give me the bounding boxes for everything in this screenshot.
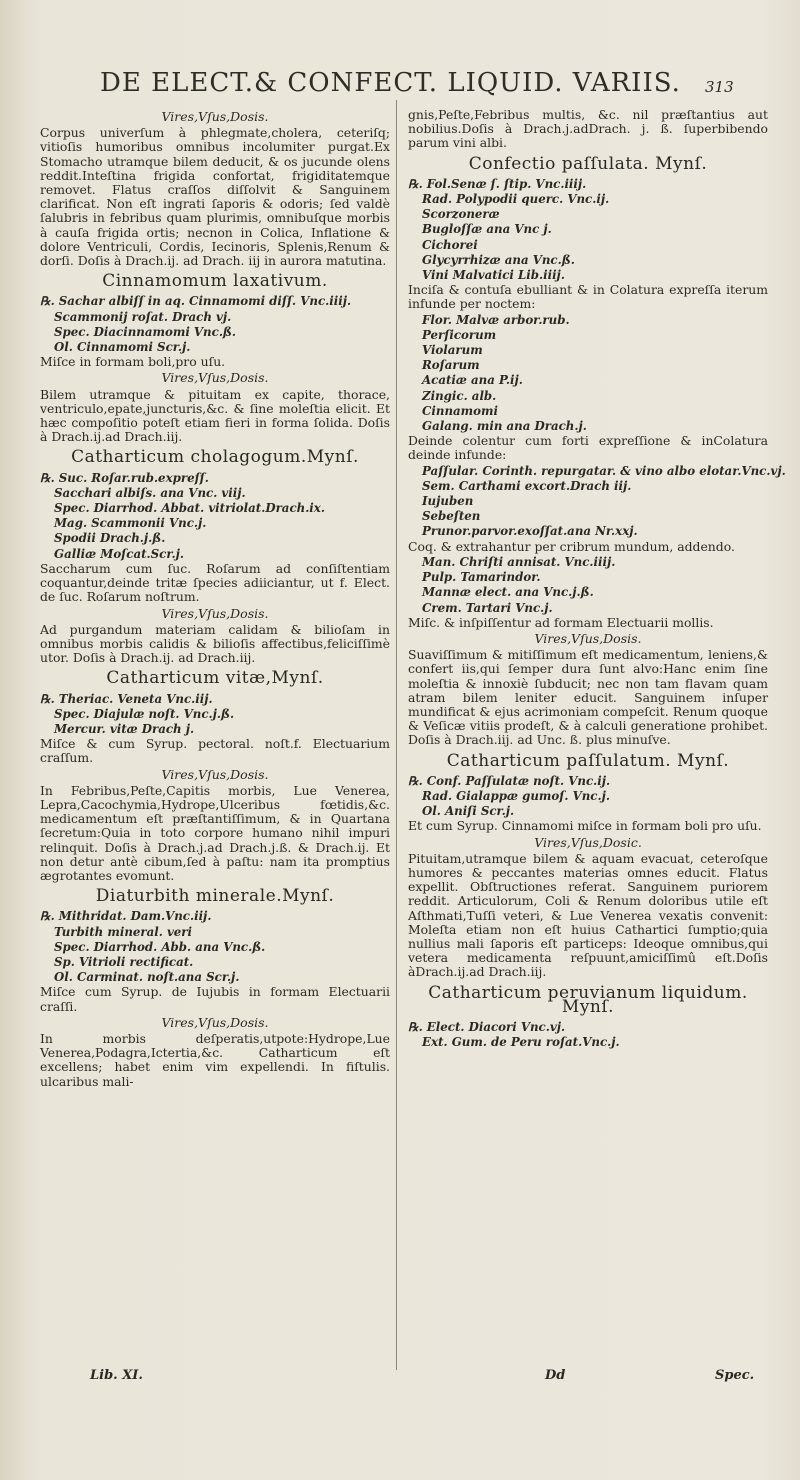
paragraph: In Febribus,Peſte,Capitis morbis, Lue Venerea, Lepra,Cacochymia,Hydrope,Ulceribus fœtidis,&c. medicamentum eſt præſtantiſſimum, & in Quartana ſecretum:Quia in toto corpore humano nihil impuri relinquit. Doſis à Drach.j.ad Drach.j.ß. & Drach.ij. Et non detur antè cibum,ſed à paſtu: nam ita promptius ægrotantes evomunt.	[40, 782, 390, 883]
ingredient-line: Iujuben	[422, 494, 474, 509]
ingredient-line: ℞. Conf. Paſſulatæ noſt. Vnc.ij.	[408, 773, 611, 788]
ingredient-line: Galliæ Moſcat.Scr.j.	[54, 546, 184, 561]
recipe-heading: Confectio paſſulata. Mynſ.	[468, 153, 708, 174]
recipe-heading: Cinnamomum laxativum.	[102, 271, 328, 292]
ingredient-line: Perſicorum	[422, 327, 497, 342]
ingredient-line: Rad. Gialappæ gumoſ. Vnc.j.	[422, 788, 610, 803]
page-number: 313	[705, 78, 734, 96]
ingredient-line: Mannæ elect. ana Vnc.j.ß.	[422, 585, 594, 600]
ingredient-line: Galang. min ana Drach.j.	[422, 419, 587, 434]
paragraph: Corpus univerſum à phlegmate,cholera, ceteriſq; vitioſis humoribus omnibus incolumiter purgat.Ex Stomacho utramque bilem deducit, & os jucunde olens reddit.Inteſtina frigida confortat, frigiditatemque removet. Flatus craſſos diſſolvit & Sanguinem clarificat. Non eſt ingrati ſaporis & odoris; ſed valdè ſalubris in febribus quam plurimis, omnibuſque morbis à cauſa frigida ortis; necnon in Colica, Inflatione & dolore Ventriculi, Cordis, Iecinoris, Splenis,Renum & dorſi. Doſis à Drach.ij. ad Drach. iij in aurora matutina.	[40, 125, 390, 269]
ingredient-line: Spodii Drach.j.ß.	[54, 531, 166, 546]
vires-subheading: Vires,Vſus,Dosic.	[534, 834, 642, 850]
ingredient-line: Sem. Carthami excort.Drach iij.	[422, 478, 632, 493]
recipe-heading: Diaturbith minerale.Mynſ.	[95, 886, 335, 907]
ingredient-line: Man. Chriſti annisat. Vnc.iiij.	[422, 554, 616, 569]
ingredient-line: Spec. Diarrhod. Abbat. vitriolat.Drach.ix.	[54, 501, 325, 516]
ingredient-line: Ol. Aniſi Scr.j.	[422, 804, 515, 819]
ingredient-line: Spec. Diajulæ noſt. Vnc.j.ß.	[54, 706, 235, 721]
ingredient-line: Ol. Carminat. noſt.ana Scr.j.	[54, 970, 240, 985]
paragraph: Coq. & extrahantur per cribrum mundum, addendo.	[408, 538, 735, 554]
paragraph: gnis,Peſte,Febribus multis, &c. nil præſtantius aut nobilius.Doſis à Drach.j.adDrach. j. ß. ſuperbibendo parum vini albi.	[408, 107, 768, 151]
ingredient-line: Mercur. vitæ Drach j.	[54, 721, 195, 736]
recipe-heading: Catharticum vitæ,Mynſ.	[106, 668, 324, 689]
ingredient-line: Flor. Malvæ arbor.rub.	[422, 312, 570, 327]
recipe-heading: Catharticum peruvianum liquidum. Mynſ.	[428, 982, 748, 1017]
paragraph: Bilem utramque & pituitam ex capite, thorace, ventriculo,epate,juncturis,&c. & ſine moleſtia elicit. Et hæc compoſitio poteſt etiam fieri in forma ſolida. Doſis à Drach.ij.ad Drach.iij.	[40, 386, 390, 445]
right-column	[408, 107, 786, 1050]
paragraph: Ad purgandum materiam calidam & bilioſam in omnibus morbis calidis & bilioſis affectibus,feliciſſimè utor. Doſis à Drach.ij. ad Drach.iij.	[40, 621, 390, 666]
paragraph: Miſce cum Syrup. de Iujubis in formam Electuarii craſſi.	[40, 984, 390, 1014]
ingredient-line: ℞. Suc. Roſar.rub.expreſſ.	[40, 470, 209, 485]
recipe-heading: Catharticum cholagogum.Mynſ.	[71, 447, 359, 468]
ingredient-line: Sp. Vitrioli rectificat.	[54, 954, 194, 969]
ingredient-line: ℞. Mithridat. Dam.Vnc.iij.	[40, 909, 212, 924]
ingredient-line: Prunor.parvor.exoſſat.ana Nr.xxj.	[422, 524, 638, 539]
ingredient-line: ℞. Elect. Diacori Vnc.vj.	[408, 1019, 566, 1034]
book-marker: Lib. XI.	[90, 1368, 143, 1383]
vires-subheading: Vires,Vſus,Dosis.	[161, 605, 269, 621]
ingredient-line: Sebeſten	[422, 509, 481, 524]
ingredient-line: Spec. Diacinnamomi Vnc.ß.	[54, 324, 236, 339]
ingredient-line: Bugloſſæ ana Vnc j.	[422, 222, 552, 237]
paragraph: Miſce in formam boli,pro uſu.	[40, 354, 226, 370]
ingredient-line: Cichorei	[422, 237, 478, 252]
ingredient-line: Roſarum	[422, 358, 480, 373]
paragraph: Miſce & cum Syrup. pectoral. noſt.f. Electuarium craſſum.	[40, 736, 390, 766]
vires-subheading: Vires,Vſus,Dosis.	[161, 109, 269, 124]
ingredient-line: Paſſular. Corinth. repurgatar. & vino albo elotar.Vnc.vj.	[422, 463, 786, 478]
column-divider	[396, 100, 397, 1370]
vires-subheading: Vires,Vſus,Dosis.	[534, 630, 642, 646]
left-column	[40, 108, 390, 1089]
ingredient-line: Crem. Tartari Vnc.j.	[422, 600, 553, 615]
signature-mark: Dd	[545, 1368, 566, 1383]
page-header	[0, 68, 800, 108]
ingredient-line: Ext. Gum. de Peru roſat.Vnc.j.	[422, 1035, 620, 1050]
paragraph: Saccharum cum ſuc. Roſarum ad conſiſtentiam coquantur,deinde tritæ ſpecies adiiciantur, ut f. Elect. de ſuc. Roſarum noſtrum.	[40, 560, 390, 605]
ingredient-line: Scammonij roſat. Drach vj.	[54, 309, 232, 324]
ingredient-line: Acatiæ ana P.ij.	[422, 373, 523, 388]
ingredient-line: Ol. Cinnamomi Scr.j.	[54, 340, 191, 355]
vires-subheading: Vires,Vſus,Dosis.	[161, 1014, 269, 1030]
paragraph: In morbis deſperatis,utpote:Hydrope,Lue Venerea,Podagra,Ictertia,&c. Catharticum eſt excellens; habet enim vim expellendi. In fiſtulis. ulcaribus mali-	[40, 1030, 390, 1089]
ingredient-line: ℞. Sachar albiſſ in aq. Cinnamomi diſſ. Vnc.iiij.	[40, 294, 352, 309]
ingredient-line: Rad. Polypodii querc. Vnc.ij.	[422, 192, 610, 207]
ingredient-line: Violarum	[422, 343, 483, 358]
ingredient-line: Pulp. Tamarindor.	[422, 570, 541, 585]
paragraph: Et cum Syrup. Cinnamomi miſce in formam boli pro uſu.	[408, 818, 762, 834]
ingredient-line: Glycyrrhizæ ana Vnc.ß.	[422, 252, 575, 267]
catchword: Spec.	[715, 1368, 755, 1383]
ingredient-line: Mag. Scammonii Vnc.j.	[54, 516, 207, 531]
ingredient-line: Turbith mineral. veri	[54, 924, 193, 939]
paragraph: Miſc. & inſpiſſentur ad formam Electuarii mollis.	[408, 614, 714, 630]
paragraph: Deinde colentur cum forti expreſſione & inColatura deinde infunde:	[408, 433, 768, 463]
ingredient-line: Scorzoneræ	[422, 207, 500, 222]
vires-subheading: Vires,Vſus,Dosis.	[161, 370, 269, 386]
paragraph: Suaviſſimum & mitiſſimum eſt medicamentum, leniens,& confert iis,qui ſemper dura ſunt alvo:Hanc enim ſine moleſtia & innoxiè ſubducit; nec non tam flavam quam atram bilem leniter educit. Sanguinem inſuper mundificat & ejus acrimoniam compeſcit. Renum quoque & Veſicæ vitiis prodeſt, & à calculi generatione prohibet. Doſis à Drach.iij. ad Unc. ß. plus minuſve.	[408, 647, 768, 748]
running-head: DE ELECT.& CONFECT. LIQUID. VARIIS.	[100, 68, 681, 98]
ingredient-line: Sacchari albiſs. ana Vnc. viij.	[54, 485, 246, 500]
recipe-heading: Catharticum paſſulatum. Mynſ.	[446, 750, 730, 771]
ingredient-line: ℞. Theriac. Veneta Vnc.iij.	[40, 691, 213, 706]
vires-subheading: Vires,Vſus,Dosis.	[161, 766, 269, 782]
paragraph: Inciſa & contuſa ebulliant & in Colatura expreſſa iterum infunde per noctem:	[408, 282, 768, 312]
ingredient-line: Cinnamomi	[422, 403, 498, 418]
ingredient-line: Vini Malvatici Lib.iiij.	[422, 268, 565, 283]
paragraph: Pituitam,utramque bilem & aquam evacuat, ceteroſque humores & peccantes materias omnes educit. Flatus expellit. Obſtructiones referat. Sanguinem puriorem reddit. Articulorum, Coli & Renum doloribus utile eſt Aſthmati,Tuſſi veteri, & Lue Venerea vexatis convenit: Moleſta etiam non eſt huius Cathartici ſumptio;quia nullius mali ſaporis eſt particeps: Ideoque omnibus,qui vetera medicamenta reſpuunt,amiciſſimû eſt.Doſis àDrach.ij.ad Drach.iij.	[408, 850, 768, 980]
ingredient-line: Spec. Diarrhod. Abb. ana Vnc.ß.	[54, 939, 266, 954]
ingredient-line: Zingic. alb.	[422, 388, 497, 403]
ingredient-line: ℞. Fol.Senæ ſ. ſtip. Vnc.iiij.	[408, 176, 587, 191]
